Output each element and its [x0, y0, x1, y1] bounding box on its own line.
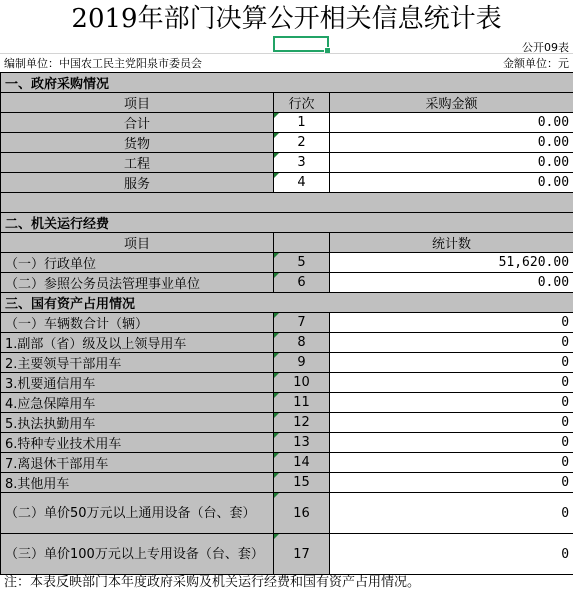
row-label[interactable]: （三）单价100万元以上专用设备（台、套） [1, 534, 274, 575]
row-label[interactable]: （一）车辆数合计（辆） [1, 313, 274, 333]
stats-table [0, 72, 573, 575]
row-label[interactable]: 4.应急保障用车 [1, 393, 274, 413]
row-number[interactable]: 12 [274, 413, 330, 433]
row-number[interactable]: 17 [274, 534, 330, 575]
row-value[interactable]: 0 [330, 373, 573, 393]
footnote: 注：本表反映部门本年度政府采购及机关运行经费和国有资产占用情况。 [4, 575, 421, 590]
row-label[interactable]: 3.机要通信用车 [1, 373, 274, 393]
column-header-amount: 采购金额 [330, 93, 573, 113]
row-value[interactable]: 0 [330, 453, 573, 473]
row-label[interactable]: 工程 [1, 153, 274, 173]
table-row [1, 353, 573, 373]
row-number[interactable]: 3 [274, 153, 330, 173]
row-value[interactable]: 0.00 [330, 153, 573, 173]
column-header-item: 项目 [1, 93, 274, 113]
table-row [1, 113, 573, 133]
row-number[interactable]: 1 [274, 113, 330, 133]
row-label[interactable]: 服务 [1, 173, 274, 193]
row-number[interactable]: 16 [274, 493, 330, 534]
row-value[interactable]: 0.00 [330, 113, 573, 133]
row-number[interactable]: 13 [274, 433, 330, 453]
row-label[interactable]: （二）参照公务员法管理事业单位 [1, 273, 274, 293]
row-number[interactable]: 7 [274, 313, 330, 333]
row-number[interactable]: 15 [274, 473, 330, 493]
row-number[interactable]: 5 [274, 253, 330, 273]
row-value[interactable]: 0 [330, 493, 573, 534]
row-number[interactable]: 4 [274, 173, 330, 193]
row-label[interactable]: 6.特种专业技术用车 [1, 433, 274, 453]
table-row [1, 433, 573, 453]
table-row [1, 273, 573, 293]
table-row [1, 373, 573, 393]
table-row [1, 253, 573, 273]
row-value[interactable]: 0 [330, 353, 573, 373]
column-header-blank [274, 233, 330, 253]
table-row [1, 493, 573, 534]
row-label[interactable]: 2.主要领导干部用车 [1, 353, 274, 373]
row-number[interactable]: 11 [274, 393, 330, 413]
row-value[interactable]: 0.00 [330, 133, 573, 153]
row-value[interactable]: 0 [330, 433, 573, 453]
row-value[interactable]: 0 [330, 393, 573, 413]
table-row [1, 313, 573, 333]
section-heading-operating-costs: 二、机关运行经费 [1, 213, 573, 233]
compiling-unit: 编制单位：中国农工民主党阳泉市委员会 [4, 57, 202, 70]
row-value[interactable]: 0 [330, 534, 573, 575]
row-value[interactable]: 0 [330, 413, 573, 433]
row-number[interactable]: 6 [274, 273, 330, 293]
page-title: 2019年部门决算公开相关信息统计表 [71, 4, 502, 34]
section-heading-procurement: 一、政府采购情况 [1, 73, 573, 93]
table-row [1, 173, 573, 193]
row-value[interactable]: 0 [330, 473, 573, 493]
table-row [1, 534, 573, 575]
row-label[interactable]: （一）行政单位 [1, 253, 274, 273]
column-header-statistic: 统计数 [330, 233, 573, 253]
row-label[interactable]: 5.执法执勤用车 [1, 413, 274, 433]
column-header-item: 项目 [1, 233, 274, 253]
row-label[interactable]: 8.其他用车 [1, 473, 274, 493]
table-row [1, 473, 573, 493]
table-row [1, 133, 573, 153]
row-value[interactable]: 0 [330, 333, 573, 353]
spacer-row [1, 193, 573, 213]
row-label[interactable]: 7.离退休干部用车 [1, 453, 274, 473]
row-value[interactable]: 0.00 [330, 173, 573, 193]
column-header-row: 行次 [274, 93, 330, 113]
row-number[interactable]: 8 [274, 333, 330, 353]
row-number[interactable]: 2 [274, 133, 330, 153]
row-label[interactable]: 合计 [1, 113, 274, 133]
table-row [1, 393, 573, 413]
row-divider [0, 53, 573, 54]
row-number[interactable]: 10 [274, 373, 330, 393]
currency-unit: 金额单位：元 [503, 57, 569, 70]
row-number[interactable]: 9 [274, 353, 330, 373]
table-row [1, 153, 573, 173]
row-value[interactable]: 51,620.00 [330, 253, 573, 273]
table-row [1, 413, 573, 433]
row-number[interactable]: 14 [274, 453, 330, 473]
row-value[interactable]: 0 [330, 313, 573, 333]
form-code: 公开09表 [522, 41, 569, 54]
table-row [1, 453, 573, 473]
row-label[interactable]: 货物 [1, 133, 274, 153]
row-label[interactable]: 1.副部（省）级及以上领导用车 [1, 333, 274, 353]
section-heading-state-assets: 三、国有资产占用情况 [1, 293, 573, 313]
table-row [1, 333, 573, 353]
row-value[interactable]: 0.00 [330, 273, 573, 293]
selected-cell[interactable] [273, 36, 329, 52]
row-label[interactable]: （二）单价50万元以上通用设备（台、套） [1, 493, 274, 534]
